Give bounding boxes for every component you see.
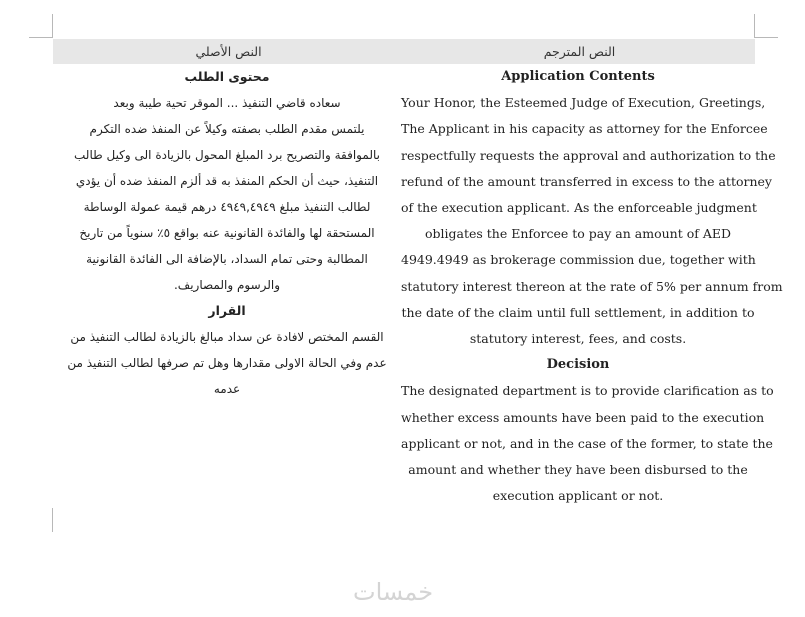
margin-mark-top-right-vertical	[754, 14, 755, 38]
arabic-line: يلتمس مقدم الطلب بصفته وكيلاً عن المنفذ ضده التكرم	[89, 122, 365, 136]
english-line: obligates the Enforcee to pay an amount of AED	[424, 226, 732, 242]
english-column	[401, 64, 783, 509]
english-line: applicant or not, and in the case of the former, to state the	[401, 435, 773, 451]
english-line: The designated department is to provide clarification as to	[401, 383, 774, 399]
english-heading-decision: Decision	[546, 357, 610, 373]
english-line: of the execution applicant. As the enforceable judgment	[401, 200, 757, 216]
arabic-line: عدم وفي الحالة الاولى مقدارها وهل تم صرفها لطالب التنفيذ من	[67, 356, 387, 370]
english-line: Your Honor, the Esteemed Judge of Execution, Greetings,	[401, 95, 766, 111]
english-line: respectfully requests the approval and authorization to the	[401, 147, 776, 163]
english-line: amount and whether they have been disbursed to the	[408, 462, 748, 478]
margin-mark-top-left-vertical	[52, 14, 53, 38]
table-body-row	[53, 64, 783, 509]
arabic-line: لطالب التنفيذ مبلغ ٤٩٤٩,٤٩٤٩ درهم قيمة عمولة الوساطة	[83, 200, 371, 214]
arabic-line: بالموافقة والتصريح برد المبلغ المحول بالزيادة الى وكيل طالب	[74, 148, 380, 162]
table-header-row	[53, 39, 755, 64]
margin-mark-bottom-left-vertical	[52, 508, 53, 532]
arabic-heading-application: محتوى الطلب	[184, 69, 270, 84]
english-line: statutory interest, fees, and costs.	[469, 331, 687, 347]
header-original-text: النص الأصلي	[195, 44, 262, 59]
translation-table	[53, 39, 783, 509]
margin-mark-top-right-horizontal	[754, 37, 778, 38]
english-heading-application: Application Contents	[501, 69, 655, 84]
english-line: the date of the claim until full settlement, in addition to	[401, 304, 755, 320]
english-line: refund of the amount transferred in excess to the attorney	[401, 173, 772, 189]
english-line: The Applicant in his capacity as attorney for the Enforcee	[401, 121, 768, 137]
arabic-line: والرسوم والمصاريف.	[173, 278, 281, 292]
arabic-column	[53, 64, 401, 509]
header-translated-text: النص المترجم	[543, 44, 616, 59]
watermark-logo: خمسات	[353, 578, 434, 606]
arabic-line: التنفيذ، حيث أن الحكم المنفذ به قد ألزم المنفذ ضده أن يؤدي	[75, 174, 379, 188]
english-line: 4949.4949 as brokerage commission due, together with	[401, 252, 756, 268]
arabic-heading-decision: القرار	[208, 303, 246, 318]
arabic-line: القسم المختص لافادة عن سداد مبالغ بالزيادة لطالب التنفيذ من	[70, 330, 384, 344]
margin-mark-top-left-horizontal	[29, 37, 53, 38]
arabic-line: عدمه	[213, 382, 241, 396]
english-line: whether excess amounts have been paid to the execution	[401, 409, 765, 425]
arabic-line: المستحقة لها والفائدة القانونية عنه بواقع ٥٪ سنوياً من تاريخ	[79, 226, 375, 240]
arabic-line: المطالبة وحتى تمام السداد، بالإضافة الى الفائدة القانونية	[86, 252, 368, 266]
arabic-line: سعاده قاضي التنفيذ ... الموقر تحية طيبة وبعد	[113, 96, 341, 110]
english-line: statutory interest thereon at the rate of 5% per annum from	[401, 278, 783, 294]
english-line: execution applicant or not.	[492, 488, 664, 504]
